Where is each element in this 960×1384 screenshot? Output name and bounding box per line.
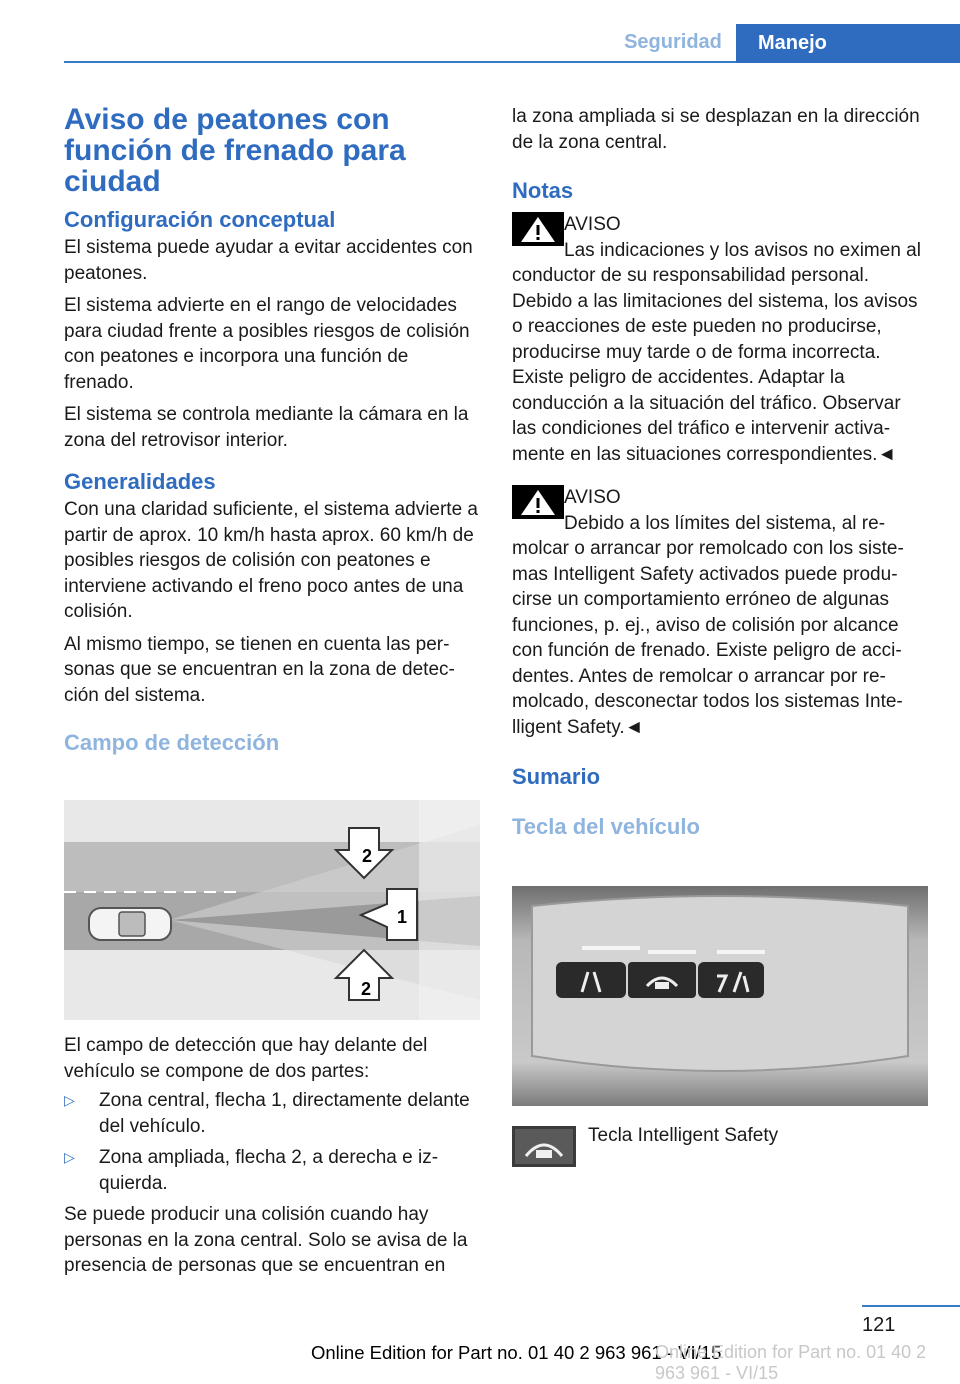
tecla-caption: Tecla Intelligent Safety — [588, 1125, 779, 1146]
warning-text: Debido a los límites del sistema, al remolcar o arrancar por remolcado con los sistemas Intelligent Safety activados puede producirse un comportamiento erróneo de algunas funciones, p. ej., aviso de colisión por alcance con función de frenado. Existe peligro de accidentes. Antes de remolcar o arrancar por remolcado, desconectar todos los sistemas Intelligent Safety.◄ — [512, 512, 904, 738]
paragraph: Se puede producir una colisión cuando hay personas en la zona central. Solo se avisa de la presencia de personas que se encuentran en — [64, 1204, 468, 1276]
warning-triangle-icon — [512, 212, 564, 246]
heading-sumario: Sumario — [512, 764, 601, 789]
warning-note-2 — [512, 485, 928, 740]
list-item: ▷ Zona central, flecha 1, directamente delante del vehículo. — [64, 1090, 470, 1137]
left-column-lower — [64, 1033, 480, 1286]
paragraph: la zona ampliada si se desplazan en la dirección de la zona central. — [512, 106, 920, 153]
warning-note-1 — [512, 212, 928, 467]
svg-text:2: 2 — [360, 979, 372, 999]
paragraph: El sistema puede ayudar a evitar accidentes con peatones. — [64, 237, 473, 284]
svg-text:1: 1 — [396, 907, 408, 927]
lane-departure-button — [556, 962, 626, 998]
section-tab-manejo[interactable]: Manejo — [736, 24, 960, 63]
edition-footer: Online Edition for Part no. 01 40 2 963 961 - VI/15 — [311, 1342, 722, 1363]
footer-rule — [862, 1305, 960, 1307]
vehicle-button-panel-photo — [512, 886, 928, 1106]
triangle-bullet-icon: ▷ — [64, 1149, 75, 1165]
warning-title: AVISO — [564, 487, 621, 508]
heading-campo-deteccion: Campo de detección — [64, 730, 280, 755]
heading-notas: Notas — [512, 178, 574, 203]
left-column — [64, 104, 480, 756]
vehicle-icon — [89, 908, 171, 940]
list-item: ▷ Zona ampliada, flecha 2, a derecha e izquierda. — [64, 1147, 439, 1194]
triangle-bullet-icon: ▷ — [64, 1092, 75, 1108]
detection-field-figure — [64, 800, 480, 1020]
warning-text: Las indicaciones y los avisos no eximen al conductor de su responsabilidad personal. Debido a las limitaciones del sistema, los avisos o reacciones de este pueden no producirse, producirse muy tarde o de forma incorrecta. Existe peligro de accidentes. Adaptar la conducción a la situación del tráfico. Observar las condiciones del tráfico e intervenir activamente en las situaciones correspondientes.◄ — [512, 239, 921, 465]
paragraph: Con una claridad suficiente, el sistema advierte a partir de aprox. 10 km/h hasta aprox. 60 km/h de posibles riesgos de colisión con peatones e interviene activando el freno poco antes de una colisión. — [64, 499, 479, 622]
watermark: Online Edition for Part no. 01 40 2 963 961 - VI/15 — [655, 1342, 927, 1383]
paragraph: El campo de detección que hay delante del vehículo se compone de dos partes: — [64, 1035, 428, 1082]
page-title: Aviso de peatones con función de frenado para ciudad — [64, 103, 406, 198]
page-number: 121 — [862, 1314, 896, 1336]
intelligent-safety-button — [628, 962, 696, 998]
paragraph: El sistema se controla mediante la cámara en la zona del retrovisor interior. — [64, 404, 469, 451]
intelligent-safety-icon — [512, 1126, 576, 1167]
bullet-list — [64, 1088, 480, 1196]
warning-triangle-icon — [512, 485, 564, 519]
heading-tecla-vehiculo: Tecla del vehículo — [512, 814, 700, 839]
paragraph: El sistema advierte en el rango de velocidades para ciudad frente a posibles riesgos de colisión con peatones e incorpora una función de frenado. — [64, 295, 470, 393]
section-tab-seguridad[interactable]: Seguridad — [624, 31, 722, 53]
heading-generalidades: Generalidades — [64, 469, 216, 494]
svg-text:2: 2 — [361, 846, 373, 866]
paragraph: Al mismo tiempo, se tienen en cuenta las personas que se encuentran en la zona de detección del sistema. — [64, 633, 455, 706]
right-column — [512, 104, 928, 840]
heading-configuracion: Configuración conceptual — [64, 207, 336, 232]
warning-title: AVISO — [564, 214, 621, 235]
lane-change-button — [698, 962, 764, 998]
